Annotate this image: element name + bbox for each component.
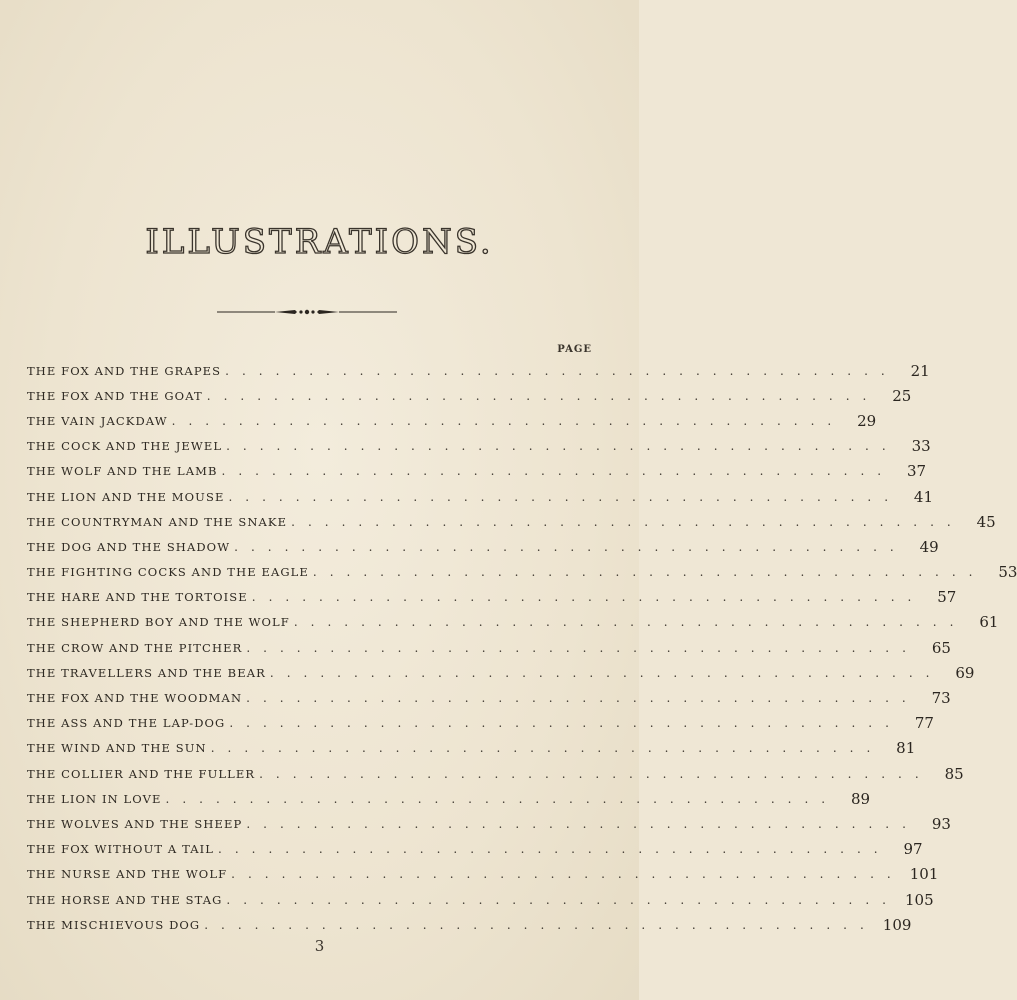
page-reference: 53 bbox=[998, 563, 1017, 582]
page-reference: 77 bbox=[914, 714, 934, 733]
dot-leader: ........................................ bbox=[231, 867, 904, 882]
page-reference: 49 bbox=[919, 537, 939, 556]
list-item bbox=[27, 408, 877, 433]
dot-leader: ........................................ bbox=[293, 615, 967, 630]
list-item bbox=[27, 736, 916, 761]
list-item bbox=[27, 786, 871, 811]
list-item bbox=[27, 358, 930, 383]
page-reference: 101 bbox=[909, 865, 939, 884]
page-reference: 73 bbox=[931, 689, 951, 708]
illustration-title: THE COLLIER AND THE FULLER bbox=[27, 766, 256, 781]
dot-leader: ........................................ bbox=[228, 489, 902, 504]
dot-leader: ........................................ bbox=[206, 388, 880, 403]
dot-leader: ........................................ bbox=[210, 741, 884, 756]
illustration-title: THE MISCHIEVOUS DOG bbox=[27, 917, 201, 932]
list-item bbox=[27, 509, 996, 534]
list-item bbox=[27, 887, 934, 912]
illustration-title: THE TRAVELLERS AND THE BEAR bbox=[27, 665, 266, 680]
illustration-title: THE SHEPHERD BOY AND THE WOLF bbox=[27, 615, 290, 630]
list-item bbox=[27, 685, 951, 710]
illustration-title: THE FOX AND THE GOAT bbox=[27, 388, 203, 403]
page-reference: 81 bbox=[896, 739, 916, 758]
list-item bbox=[27, 459, 927, 484]
list-item bbox=[27, 560, 1017, 585]
illustration-title: THE VAIN JACKDAW bbox=[27, 413, 168, 428]
dot-leader: ........................................ bbox=[221, 464, 895, 479]
dot-leader: ........................................ bbox=[165, 791, 839, 806]
dot-leader: ........................................ bbox=[269, 665, 943, 680]
page-reference: 29 bbox=[857, 411, 877, 430]
dot-leader: ........................................ bbox=[291, 514, 964, 529]
dot-leader: ........................................ bbox=[246, 691, 919, 706]
dot-leader: ........................................ bbox=[234, 539, 907, 554]
illustration-title: THE LION IN LOVE bbox=[27, 791, 162, 806]
illustration-title: THE CROW AND THE PITCHER bbox=[27, 640, 243, 655]
illustration-title: THE FOX WITHOUT A TAIL bbox=[27, 842, 214, 857]
dot-leader: ........................................ bbox=[204, 917, 877, 932]
dot-leader: ........................................ bbox=[251, 590, 925, 605]
page-reference: 21 bbox=[910, 361, 930, 380]
illustration-title: THE HARE AND THE TORTOISE bbox=[27, 590, 248, 605]
page-reference: 85 bbox=[944, 764, 964, 783]
list-item bbox=[27, 484, 934, 509]
illustration-title: THE COCK AND THE JEWEL bbox=[27, 439, 223, 454]
illustration-title: THE ASS AND THE LAP-DOG bbox=[27, 716, 226, 731]
list-item bbox=[27, 837, 923, 862]
dot-leader: ........................................ bbox=[246, 816, 919, 831]
page-column-heading: PAGE bbox=[557, 344, 592, 355]
illustration-title: THE NURSE AND THE WOLF bbox=[27, 867, 228, 882]
illustration-title: THE HORSE AND THE STAG bbox=[27, 892, 223, 907]
page-reference: 89 bbox=[850, 789, 871, 808]
dot-leader: ........................................ bbox=[226, 439, 899, 454]
list-item bbox=[27, 534, 939, 559]
page-reference: 57 bbox=[937, 588, 957, 607]
page-title: ILLUSTRATIONS. bbox=[145, 222, 494, 262]
page-reference: 105 bbox=[904, 890, 934, 909]
list-item bbox=[27, 610, 999, 635]
list-item bbox=[27, 635, 951, 660]
illustration-title: THE LION AND THE MOUSE bbox=[27, 489, 225, 504]
page-reference: 25 bbox=[892, 386, 912, 405]
dot-leader: ........................................ bbox=[312, 565, 986, 580]
illustrations-list bbox=[27, 358, 1017, 937]
page-reference: 93 bbox=[931, 814, 951, 833]
list-item bbox=[27, 434, 931, 459]
page-reference: 65 bbox=[931, 638, 951, 657]
list-item bbox=[27, 660, 975, 685]
list-item bbox=[27, 912, 912, 937]
list-item bbox=[27, 585, 957, 610]
list-item bbox=[27, 811, 951, 836]
illustration-title: THE FOX AND THE WOODMAN bbox=[27, 691, 243, 706]
ornamental-rule-icon bbox=[217, 305, 397, 319]
dot-leader: ........................................ bbox=[225, 363, 898, 378]
page-reference: 97 bbox=[903, 840, 923, 859]
list-item bbox=[27, 761, 964, 786]
illustration-title: THE FIGHTING COCKS AND THE EAGLE bbox=[27, 565, 309, 580]
dot-leader: ........................................ bbox=[229, 716, 902, 731]
dot-leader: ........................................ bbox=[171, 413, 845, 428]
list-item bbox=[27, 862, 939, 887]
illustration-title: THE WIND AND THE SUN bbox=[27, 741, 207, 756]
page-reference: 61 bbox=[979, 613, 999, 632]
page-reference: 41 bbox=[913, 487, 934, 506]
illustration-title: THE WOLVES AND THE SHEEP bbox=[27, 816, 243, 831]
dot-leader: ........................................ bbox=[259, 766, 932, 781]
page-number: 3 bbox=[314, 937, 325, 955]
dot-leader: ........................................ bbox=[226, 892, 899, 907]
list-item bbox=[27, 383, 912, 408]
page-reference: 45 bbox=[976, 512, 996, 531]
illustration-title: THE DOG AND THE SHADOW bbox=[27, 539, 231, 554]
page-reference: 69 bbox=[955, 663, 975, 682]
list-item bbox=[27, 711, 934, 736]
illustration-title: THE WOLF AND THE LAMB bbox=[27, 464, 218, 479]
dot-leader: ........................................ bbox=[246, 640, 919, 655]
page-reference: 37 bbox=[907, 462, 927, 481]
page-reference: 33 bbox=[911, 437, 931, 456]
illustration-title: THE FOX AND THE GRAPES bbox=[27, 363, 222, 378]
dot-leader: ........................................ bbox=[218, 842, 891, 857]
illustration-title: THE COUNTRYMAN AND THE SNAKE bbox=[27, 514, 288, 529]
page-reference: 109 bbox=[882, 915, 912, 934]
